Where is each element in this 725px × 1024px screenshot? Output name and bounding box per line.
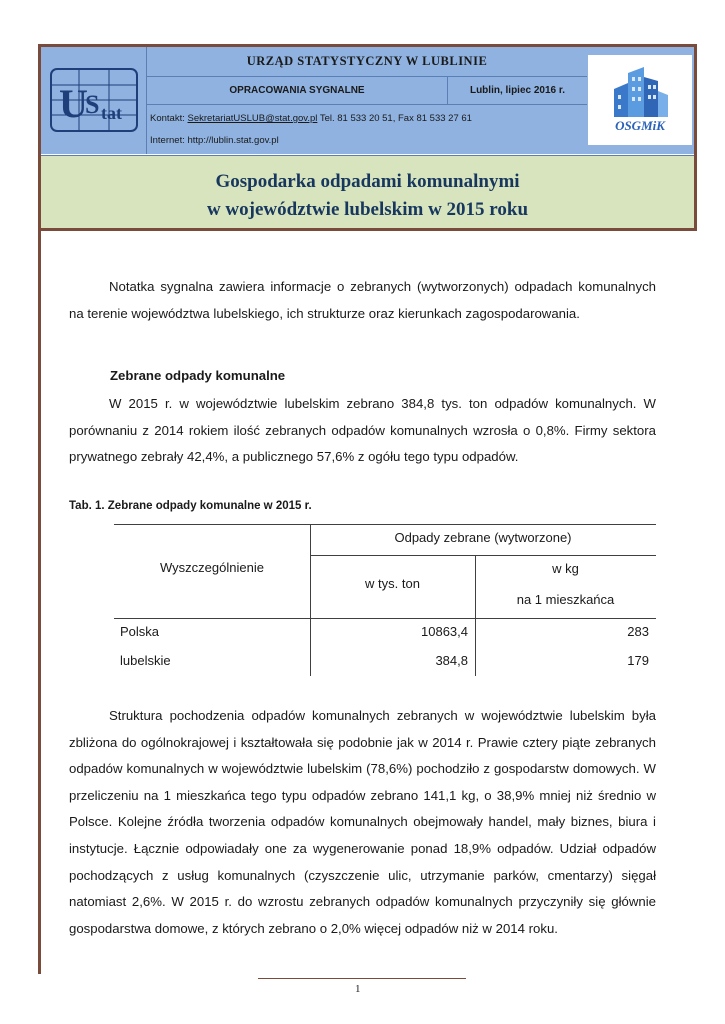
frame-right — [694, 44, 697, 230]
section-heading: Zebrane odpady komunalne — [110, 368, 286, 383]
ustat-logo — [41, 47, 145, 154]
svg-text:U: U — [59, 81, 88, 126]
column-header-spec: Wyszczególnienie — [160, 560, 264, 575]
frame-top — [38, 44, 697, 47]
table-caption: Tab. 1. Zebrane odpady komunalne w 2015 r. — [69, 500, 312, 512]
row-tons: 384,8 — [435, 653, 468, 668]
publication-date: Lublin, lipiec 2016 r. — [447, 77, 587, 105]
contact-email-link[interactable]: SekretariatUSLUB@stat.gov.pl — [187, 113, 318, 124]
structure-paragraph: Struktura pochodzenia odpadów komunalnych zebranych w województwie lubelskim była zbliżona do ogólnokrajowej i kształtowała się podobnie jak w 2014 r. Prawie cztery piąte zebranych odpadów komunalnych w województwie lubelskim (78,6%) pochodziło z gospodarstw domowych. W przeliczeniu na 1 mieszkańca tego typu odpadów zebrano 141,1 kg, o 38,9% mniej niż średnio w Polsce. Kolejne źródła tworzenia odpadów komunalnych obejmowały handel, mały biznes, biura i instytucje. Łącznie odpowiadały one za wygenerowanie ponad 18,9% odpadów. Udział odpadów pochodzących z usług komunalnych (czyszczenie ulic, utrzymanie parków, cmentarzy) sięgał natomiast 2,6%. W 2015 r. do wzrostu zebranych odpadów komunalnych przyczyniły się głównie gospodarstwa domowe, z których zebrano o 2,0% więcej odpadów niż w 2014 roku. — [69, 708, 656, 936]
column-group-header: Odpady zebrane (wytworzone) — [394, 530, 572, 545]
column-header-tons: w tys. ton — [365, 576, 420, 591]
row-name: Polska — [120, 624, 160, 639]
document-title — [41, 168, 694, 224]
row-per-capita: 283 — [627, 624, 649, 639]
title-line-2: w województwie lubelskim w 2015 roku — [206, 199, 529, 220]
title-line-1: Gospodarka odpadami komunalnymi — [215, 171, 520, 192]
osgmik-logo-text: OSGMiK — [615, 118, 665, 133]
contact-phone: Tel. 81 533 20 51, Fax 81 533 27 61 — [319, 113, 472, 124]
office-name: URZĄD STATYSTYCZNY W LUBLINIE — [146, 47, 587, 77]
contact-label: Kontakt: — [150, 113, 185, 124]
footer-divider — [258, 978, 466, 979]
frame-bottom — [38, 228, 697, 231]
intro-paragraph: Notatka sygnalna zawiera informacje o zebranych (wytworzonych) odpadach komunalnych na terenie województwa lubelskiego, ich strukturze oraz kierunkach zagospodarowania. — [69, 279, 656, 321]
row-per-capita: 179 — [627, 653, 649, 668]
column-header-kg: w kg — [552, 561, 579, 576]
contact-block — [146, 105, 587, 154]
internet-link[interactable]: Internet: http://lublin.stat.gov.pl — [150, 135, 279, 146]
svg-text:tat: tat — [101, 103, 122, 123]
section-paragraph: W 2015 r. w województwie lubelskim zebrano 384,8 tys. ton odpadów komunalnych. W porównaniu z 2014 rokiem ilość zebranych odpadów komunalnych wzrosła o 0,8%. Firmy sektora prywatnego zebrały 42,4%, a publicznego 57,6% z ogółu tego typu odpadów. — [69, 396, 656, 465]
svg-text:S: S — [85, 90, 100, 119]
row-name: lubelskie — [120, 653, 171, 668]
column-header-per-capita: na 1 mieszkańca — [516, 592, 615, 607]
row-tons: 10863,4 — [421, 624, 468, 639]
buildings-icon — [610, 67, 672, 119]
ustat-logo-icon — [49, 65, 139, 135]
page-number: 1 — [355, 983, 361, 995]
series-name: OPRACOWANIA SYGNALNE — [146, 77, 447, 105]
